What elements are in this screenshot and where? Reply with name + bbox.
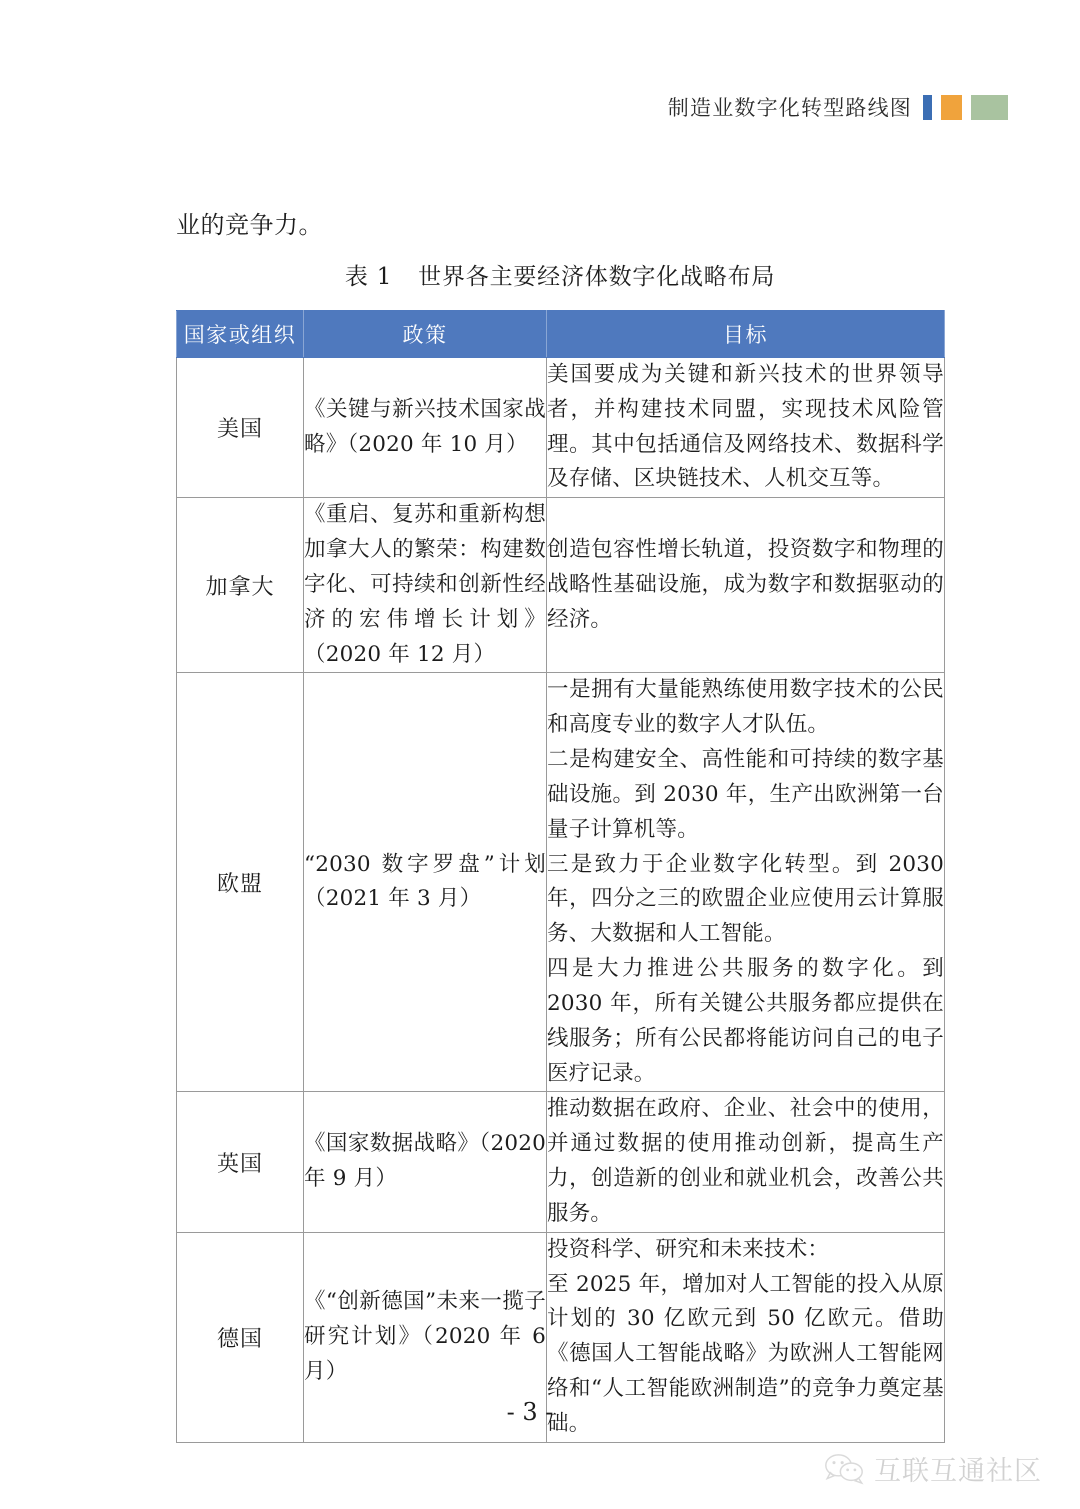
goal-paragraph: 推动数据在政府、企业、社会中的使用，并通过数据的使用推动创新，提高生产力，创造新的创业和就业机会，改善公共服务。 (547, 1096, 944, 1226)
table-caption-label: 表 1 (344, 264, 393, 290)
cell-policy: 《“创新德国”未来一揽子研究计划》（2020 年 6 月） (304, 1232, 547, 1442)
blue-mark-icon (923, 95, 932, 120)
cell-goal (547, 673, 945, 1092)
cell-policy: 《国家数据战略》（2020 年 9 月） (304, 1092, 547, 1232)
goal-paragraph: 创造包容性增长轨道，投资数字和物理的战略性基础设施，成为数字和数据驱动的经济。 (547, 537, 944, 632)
orange-mark-icon (941, 95, 962, 120)
column-header-country: 国家或组织 (177, 311, 304, 358)
cell-country: 英国 (177, 1092, 304, 1232)
page-number: - 3 - (506, 1398, 554, 1426)
table-row (177, 1092, 945, 1232)
goal-paragraph: 三是致力于企业数字化转型。到 2030 年，四分之三的欧盟企业应使用云计算服务、大数据和人工智能。 (547, 851, 944, 947)
cell-country: 加拿大 (177, 498, 304, 673)
wechat-bubbles-icon (824, 1453, 864, 1485)
cell-goal (547, 498, 945, 673)
cell-goal (547, 1092, 945, 1232)
goal-paragraph: 至 2025 年，增加对人工智能的投入从原计划的 30 亿欧元到 50 亿欧元。借助《德国人工智能战略》为欧洲人工智能网络和“人工智能欧洲制造”的竞争力奠定基础。 (547, 1271, 944, 1436)
column-header-goal: 目标 (547, 311, 945, 358)
watermark-text: 互联互通社区 (874, 1456, 1042, 1487)
column-header-policy: 政策 (304, 311, 547, 358)
cell-country: 德国 (177, 1232, 304, 1442)
table-body (177, 358, 945, 1443)
table-row (177, 498, 945, 673)
goal-paragraph: 一是拥有大量能熟练使用数字技术的公民和高度专业的数字人才队伍。 (547, 677, 944, 738)
table-row (177, 358, 945, 498)
goal-paragraph: 二是构建安全、高性能和可持续的数字基础设施。到 2030 年，生产出欧洲第一台量子计算机等。 (547, 747, 944, 842)
watermark (824, 1449, 1042, 1488)
table-row (177, 673, 945, 1092)
goal-paragraph: 投资科学、研究和未来技术： (547, 1236, 830, 1262)
body-paragraph: 业的竞争力。 (176, 211, 323, 239)
economies-digital-strategy-table (176, 310, 945, 1443)
page-header-title: 制造业数字化转型路线图 (667, 96, 912, 120)
cell-policy: 《重启、复苏和重新构想加拿大人的繁荣：构建数字化、可持续和创新性经济的宏伟增长计划》（2020 年 12 月） (304, 498, 547, 673)
goal-paragraph: 四是大力推进公共服务的数字化。到 2030 年，所有关键公共服务都应提供在线服务；所有公民都将能访问自己的电子医疗记录。 (547, 956, 944, 1086)
cell-goal (547, 358, 945, 498)
goal-paragraph: 美国要成为关键和新兴技术的世界领导者，并构建技术同盟，实现技术风险管理。其中包括通信及网络技术、数据科学及存储、区块链技术、人机交互等。 (547, 362, 944, 492)
cell-policy: “2030 数字罗盘”计划（2021 年 3 月） (304, 673, 547, 1092)
cell-policy: 《关键与新兴技术国家战略》（2020 年 10 月） (304, 358, 547, 498)
header-color-marks (923, 95, 1008, 120)
cell-country: 美国 (177, 358, 304, 498)
green-mark-icon (971, 95, 1008, 120)
table-caption (176, 258, 944, 291)
table-caption-title: 世界各主要经济体数字化战略布局 (418, 264, 776, 290)
page-running-header (668, 92, 1008, 122)
cell-country: 欧盟 (177, 673, 304, 1092)
table-header-row (177, 311, 945, 358)
